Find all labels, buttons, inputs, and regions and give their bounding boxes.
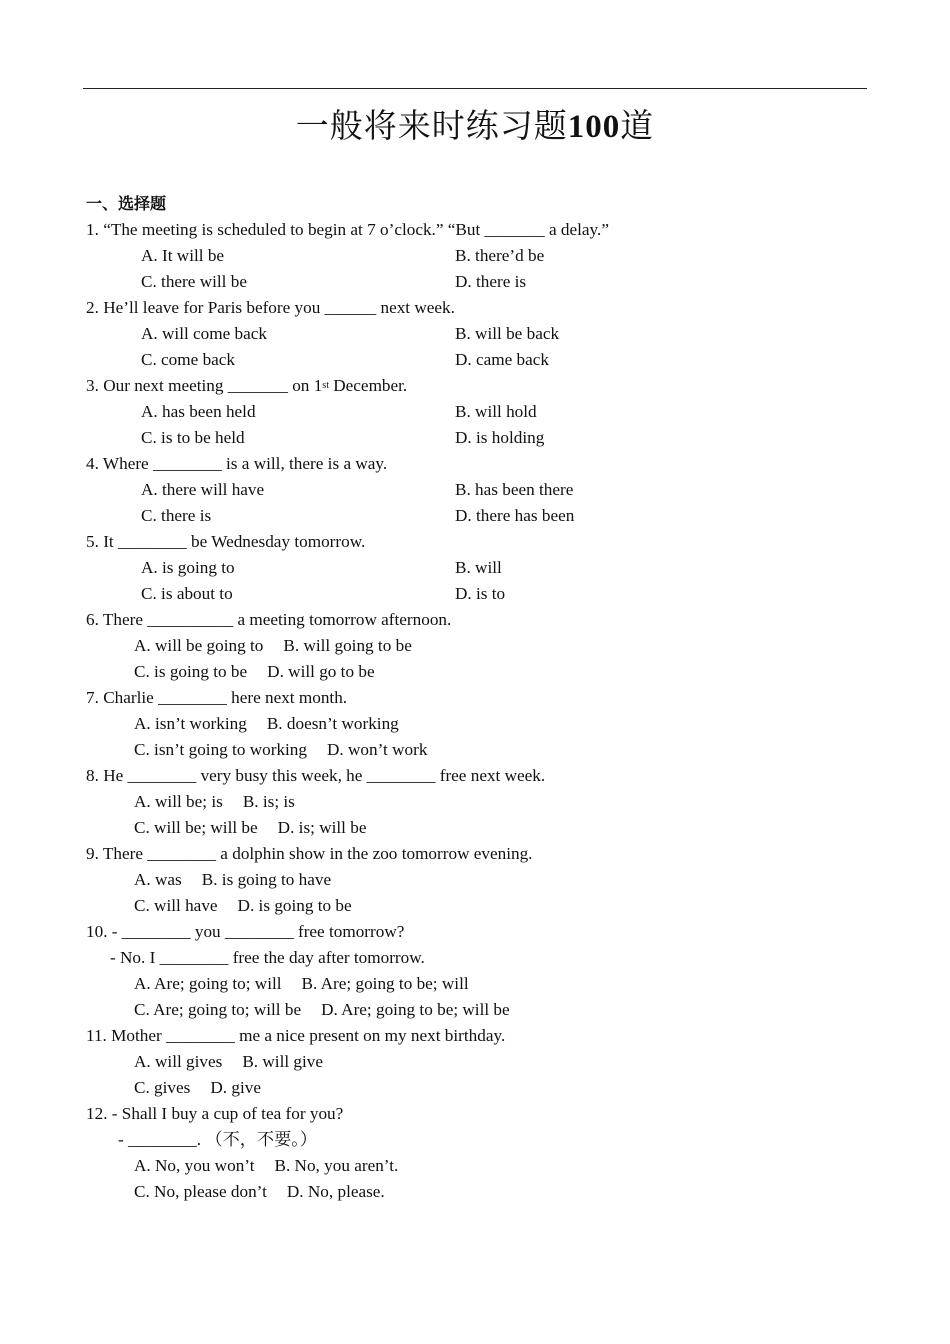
- question-9-option-d: D. is going to be: [237, 896, 352, 915]
- question-10-option-b: B. Are; going to be; will: [301, 974, 469, 993]
- question-9-option-c: C. will have: [134, 896, 218, 915]
- question-8-options-row1: [86, 789, 876, 815]
- question-12-options-row1: [86, 1153, 876, 1179]
- question-8-option-a: A. will be; is: [134, 792, 223, 811]
- question-8-stem: 8. He ________ very busy this week, he ________ free next week.: [86, 766, 546, 785]
- question-10-option-c: C. Are; going to; will be: [134, 1000, 302, 1019]
- section-heading: 一、选择题: [86, 194, 167, 213]
- question-10-options-row1: [86, 971, 876, 997]
- question-4-option-d: D. there has been: [455, 506, 575, 525]
- title-cn-suffix: 道: [620, 106, 655, 145]
- question-2-option-a: A. will come back: [141, 324, 268, 343]
- question-5-options-row1: [86, 555, 876, 581]
- question-12-option-d: D. No, please.: [286, 1182, 385, 1201]
- question-3-ordinal-suffix: st: [322, 380, 329, 391]
- question-12-reply: - ________. （不，不要。）: [118, 1130, 318, 1149]
- question-5-options-row2: [86, 581, 876, 607]
- question-1-options-row1: [86, 243, 876, 269]
- question-11-option-a: A. will gives: [134, 1052, 223, 1071]
- question-3-stem-pre: 3. Our next meeting _______ on 1: [86, 376, 323, 395]
- question-4-option-a: A. there will have: [141, 480, 265, 499]
- question-12-stem: 12. - Shall I buy a cup of tea for you?: [86, 1104, 344, 1123]
- question-9-option-b: B. is going to have: [201, 870, 332, 889]
- question-11-options-row2: [86, 1075, 876, 1101]
- question-3-stem-post: December.: [328, 376, 408, 395]
- title-cn: 一般将来时练习题: [295, 106, 568, 145]
- question-8-options-row2: [86, 815, 876, 841]
- question-1-option-d: D. there is: [455, 272, 527, 291]
- question-9-options-row2: [86, 893, 876, 919]
- question-11-options-row1: [86, 1049, 876, 1075]
- question-10-reply: - No. I ________ free the day after tomorrow.: [110, 948, 425, 967]
- question-3-options-row1: [86, 399, 876, 425]
- question-8-option-c: C. will be; will be: [134, 818, 258, 837]
- question-2-option-c: C. come back: [141, 350, 236, 369]
- question-10-option-a: A. Are; going to; will: [134, 974, 282, 993]
- question-1-options-row2: [86, 269, 876, 295]
- question-6-option-c: C. is going to be: [134, 662, 248, 681]
- question-1-option-a: A. It will be: [141, 246, 225, 265]
- question-11-option-b: B. will give: [242, 1052, 324, 1071]
- question-1-option-b: B. there’d be: [455, 246, 545, 265]
- question-7-option-a: A. isn’t working: [134, 714, 247, 733]
- question-3-option-a: A. has been held: [141, 402, 256, 421]
- question-12-option-c: C. No, please don’t: [134, 1182, 267, 1201]
- question-2-stem: 2. He’ll leave for Paris before you ______ next week.: [86, 298, 455, 317]
- question-3-option-c: C. is to be held: [141, 428, 245, 447]
- question-6-options-row2: [86, 659, 876, 685]
- question-10-stem: 10. - ________ you ________ free tomorrow?: [86, 922, 405, 941]
- question-7-option-c: C. isn’t going to working: [134, 740, 307, 759]
- question-6-option-a: A. will be going to: [134, 636, 264, 655]
- page-title: [0, 104, 950, 149]
- question-5-option-a: A. is going to: [141, 558, 235, 577]
- question-11-stem: 11. Mother ________ me a nice present on my next birthday.: [86, 1026, 506, 1045]
- question-9-stem: 9. There ________ a dolphin show in the zoo tomorrow evening.: [86, 844, 533, 863]
- question-4-options-row1: [86, 477, 876, 503]
- question-2-option-b: B. will be back: [455, 324, 560, 343]
- question-2-option-d: D. came back: [455, 350, 550, 369]
- header-rule: [83, 88, 867, 89]
- question-12-option-b: B. No, you aren’t.: [274, 1156, 399, 1175]
- question-9-option-a: A. was: [134, 870, 182, 889]
- question-8-option-d: D. is; will be: [277, 818, 367, 837]
- question-7-options-row1: [86, 711, 876, 737]
- question-12-option-a: A. No, you won’t: [134, 1156, 255, 1175]
- question-5-option-b: B. will: [455, 558, 502, 577]
- title-number: 100: [567, 109, 621, 145]
- question-7-options-row2: [86, 737, 876, 763]
- question-1-stem: 1. “The meeting is scheduled to begin at 7 o’clock.” “But _______ a delay.”: [86, 220, 609, 239]
- question-3-option-b: B. will hold: [455, 402, 537, 421]
- question-4-option-b: B. has been there: [455, 480, 574, 499]
- question-5-option-c: C. is about to: [141, 584, 233, 603]
- question-8-option-b: B. is; is: [242, 792, 295, 811]
- question-4-stem: 4. Where ________ is a will, there is a way.: [86, 454, 388, 473]
- question-5-option-d: D. is to: [455, 584, 506, 603]
- question-9-options-row1: [86, 867, 876, 893]
- question-6-options-row1: [86, 633, 876, 659]
- question-4-option-c: C. there is: [141, 506, 212, 525]
- question-11-option-d: D. give: [210, 1078, 261, 1097]
- question-10-options-row2: [86, 997, 876, 1023]
- question-list: [86, 191, 876, 1205]
- question-4-options-row2: [86, 503, 876, 529]
- question-10-option-d: D. Are; going to be; will be: [321, 1000, 510, 1019]
- question-5-stem: 5. It ________ be Wednesday tomorrow.: [86, 532, 366, 551]
- question-6-stem: 6. There __________ a meeting tomorrow afternoon.: [86, 610, 452, 629]
- question-3-options-row2: [86, 425, 876, 451]
- question-6-option-b: B. will going to be: [283, 636, 412, 655]
- question-6-option-d: D. will go to be: [267, 662, 375, 681]
- question-2-options-row1: [86, 321, 876, 347]
- question-1-option-c: C. there will be: [141, 272, 247, 291]
- question-2-options-row2: [86, 347, 876, 373]
- question-11-option-c: C. gives: [134, 1078, 191, 1097]
- question-12-options-row2: [86, 1179, 876, 1205]
- question-7-stem: 7. Charlie ________ here next month.: [86, 688, 348, 707]
- question-7-option-d: D. won’t work: [327, 740, 428, 759]
- question-3-stem: [86, 373, 876, 399]
- question-7-option-b: B. doesn’t working: [266, 714, 399, 733]
- question-3-option-d: D. is holding: [455, 428, 545, 447]
